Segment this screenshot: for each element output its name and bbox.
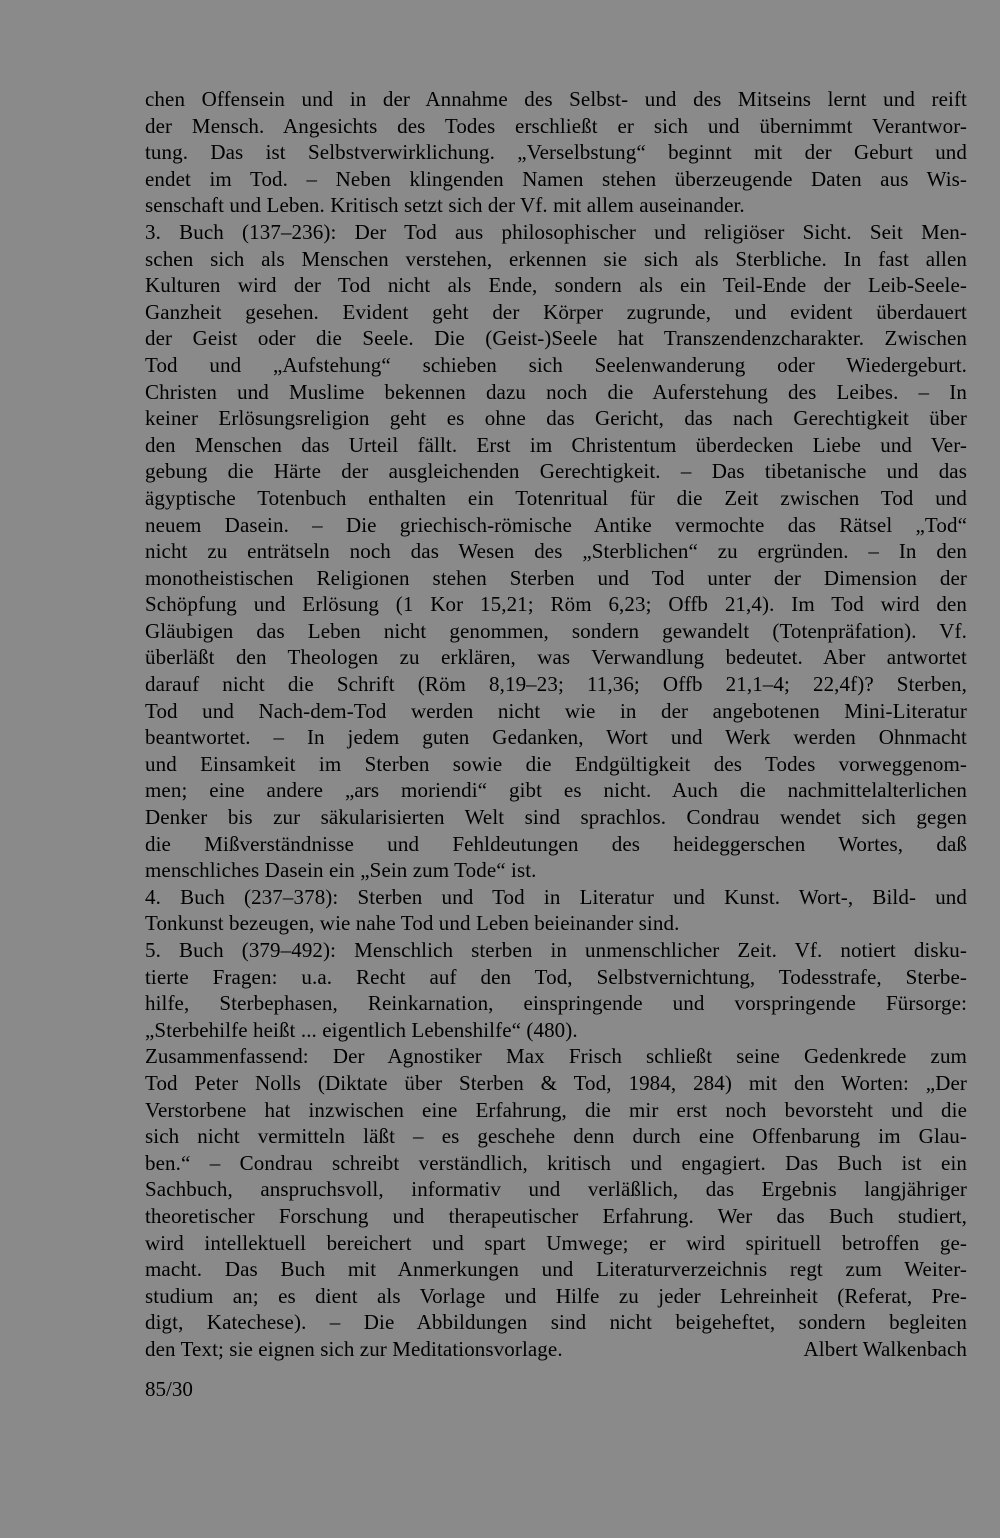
review-text-body — [145, 86, 967, 1363]
last-text-line: den Text; sie eignen sich zur Meditationsvorlage. — [145, 1336, 563, 1361]
text-line: digt, Katechese). – Die Abbildungen sind nicht beigeheftet, sondern begleiten — [145, 1310, 967, 1335]
text-line: Tod und Nach-dem-Tod werden nicht wie in der angebotenen Mini-Literatur — [145, 698, 967, 723]
text-line: beantwortet. – In jedem guten Gedanken, Wort und Werk werden Ohnmacht — [145, 725, 967, 750]
author-signature: Albert Walkenbach — [803, 1336, 967, 1361]
text-line: die Mißverständnisse und Fehldeutungen des heideggerschen Wortes, daß — [145, 831, 967, 856]
text-line: Tod Peter Nolls (Diktate über Sterben & Tod, 1984, 284) mit den Worten: „Der — [145, 1070, 967, 1095]
text-line: hilfe, Sterbephasen, Reinkarnation, einspringende und vorspringende Fürsorge: — [145, 991, 967, 1016]
text-line: sich nicht vermitteln läßt – es geschehe denn durch eine Offenbarung im Glau- — [145, 1124, 967, 1149]
text-line: schen sich als Menschen verstehen, erkennen sie sich als Sterbliche. In fast allen — [145, 246, 967, 271]
text-line: Christen und Muslime bekennen dazu noch die Auferstehung des Leibes. – In — [145, 379, 967, 404]
text-line: überläßt den Theologen zu erklären, was Verwandlung bedeutet. Aber antwortet — [145, 645, 967, 670]
text-line: Gläubigen das Leben nicht genommen, sondern gewandelt (Totenpräfation). Vf. — [145, 618, 967, 643]
text-line: wird intellektuell bereichert und spart Umwege; er wird spirituell betroffen ge- — [145, 1230, 967, 1255]
text-line: keiner Erlösungsreligion geht es ohne das Gericht, das nach Gerechtigkeit über — [145, 406, 967, 431]
text-line: tung. Das ist Selbstverwirklichung. „Verselbstung“ beginnt mit der Geburt und — [145, 140, 967, 165]
text-line: Tod und „Aufstehung“ schieben sich Seelenwanderung oder Wiedergeburt. — [145, 352, 967, 377]
text-line: chen Offensein und in der Annahme des Selbst- und des Mitseins lernt und reift — [145, 87, 967, 111]
text-line: Zusammenfassend: Der Agnostiker Max Frisch schließt seine Gedenkrede zum — [145, 1044, 967, 1069]
text-line: „Sterbehilfe heißt ... eigentlich Lebenshilfe“ (480). — [145, 1017, 578, 1042]
text-line: darauf nicht die Schrift (Röm 8,19–23; 11,36; Offb 21,1–4; 22,4f)? Sterben, — [145, 672, 967, 697]
text-line: und Einsamkeit im Sterben sowie die Endgültigkeit des Todes vorweggenom- — [145, 751, 967, 776]
text-line: gebung die Härte der ausgleichenden Gerechtigkeit. – Das tibetanische und das — [145, 459, 967, 484]
text-line: theoretischer Forschung und therapeutischer Erfahrung. Wer das Buch studiert, — [145, 1203, 967, 1228]
text-line: men; eine andere „ars moriendi“ gibt es nicht. Auch die nachmittelalterlichen — [145, 778, 967, 803]
text-line: 4. Buch (237–378): Sterben und Tod in Literatur und Kunst. Wort-, Bild- und — [145, 884, 967, 909]
text-line: Ganzheit gesehen. Evident geht der Körper zugrunde, und evident überdauert — [145, 299, 967, 324]
text-line: nicht zu enträtseln noch das Wesen des „Sterblichen“ zu ergründen. – In den — [145, 539, 967, 564]
text-line: monotheistischen Religionen stehen Sterben und Tod unter der Dimension der — [145, 565, 967, 590]
text-line: tierte Fragen: u.a. Recht auf den Tod, Selbstvernichtung, Todesstrafe, Sterbe- — [145, 964, 967, 989]
text-line: der Geist oder die Seele. Die (Geist-)Seele hat Transzendenzcharakter. Zwischen — [145, 326, 967, 351]
text-line: senschaft und Leben. Kritisch setzt sich der Vf. mit allem auseinander. — [145, 193, 745, 218]
text-line: endet im Tod. – Neben klingenden Namen stehen überzeugende Daten aus Wis- — [145, 166, 967, 191]
text-line: ägyptische Totenbuch enthalten ein Totenritual für die Zeit zwischen Tod und — [145, 485, 967, 510]
text-line: den Menschen das Urteil fällt. Erst im Christentum überdecken Liebe und Ver- — [145, 432, 967, 457]
text-line: Verstorbene hat inzwischen eine Erfahrung, die mir erst noch bevorsteht und die — [145, 1097, 967, 1122]
text-line: 5. Buch (379–492): Menschlich sterben in unmenschlicher Zeit. Vf. notiert disku- — [145, 938, 967, 962]
text-line: der Mensch. Angesichts des Todes erschließt er sich und übernimmt Verantwor- — [145, 113, 967, 138]
text-line: Tonkunst bezeugen, wie nahe Tod und Leben beieinander sind. — [145, 911, 680, 936]
page-number: 85/30 — [145, 1377, 193, 1401]
text-line: studium an; es dient als Vorlage und Hilfe zu jeder Lehreinheit (Referat, Pre- — [145, 1283, 967, 1308]
text-line: menschliches Dasein ein „Sein zum Tode“ ist. — [145, 858, 537, 883]
text-line: ben.“ – Condrau schreibt verständlich, kritisch und engagiert. Das Buch ist ein — [145, 1150, 967, 1175]
text-line: Schöpfung und Erlösung (1 Kor 15,21; Röm 6,23; Offb 21,4). Im Tod wird den — [145, 592, 967, 617]
text-line: Sachbuch, anspruchsvoll, informativ und verläßlich, das Ergebnis langjähriger — [145, 1177, 967, 1202]
text-line: macht. Das Buch mit Anmerkungen und Literaturverzeichnis regt zum Weiter- — [145, 1257, 967, 1282]
text-line: Denker bis zur säkularisierten Welt sind sprachlos. Condrau wendet sich gegen — [145, 805, 967, 830]
text-line: neuem Dasein. – Die griechisch-römische Antike vermochte das Rätsel „Tod“ — [145, 512, 967, 537]
closing-line — [145, 1336, 967, 1363]
text-line: 3. Buch (137–236): Der Tod aus philosophischer und religiöser Sicht. Seit Men- — [145, 219, 967, 244]
text-line: Kulturen wird der Tod nicht als Ende, sondern als ein Teil-Ende der Leib-Seele- — [145, 273, 967, 298]
